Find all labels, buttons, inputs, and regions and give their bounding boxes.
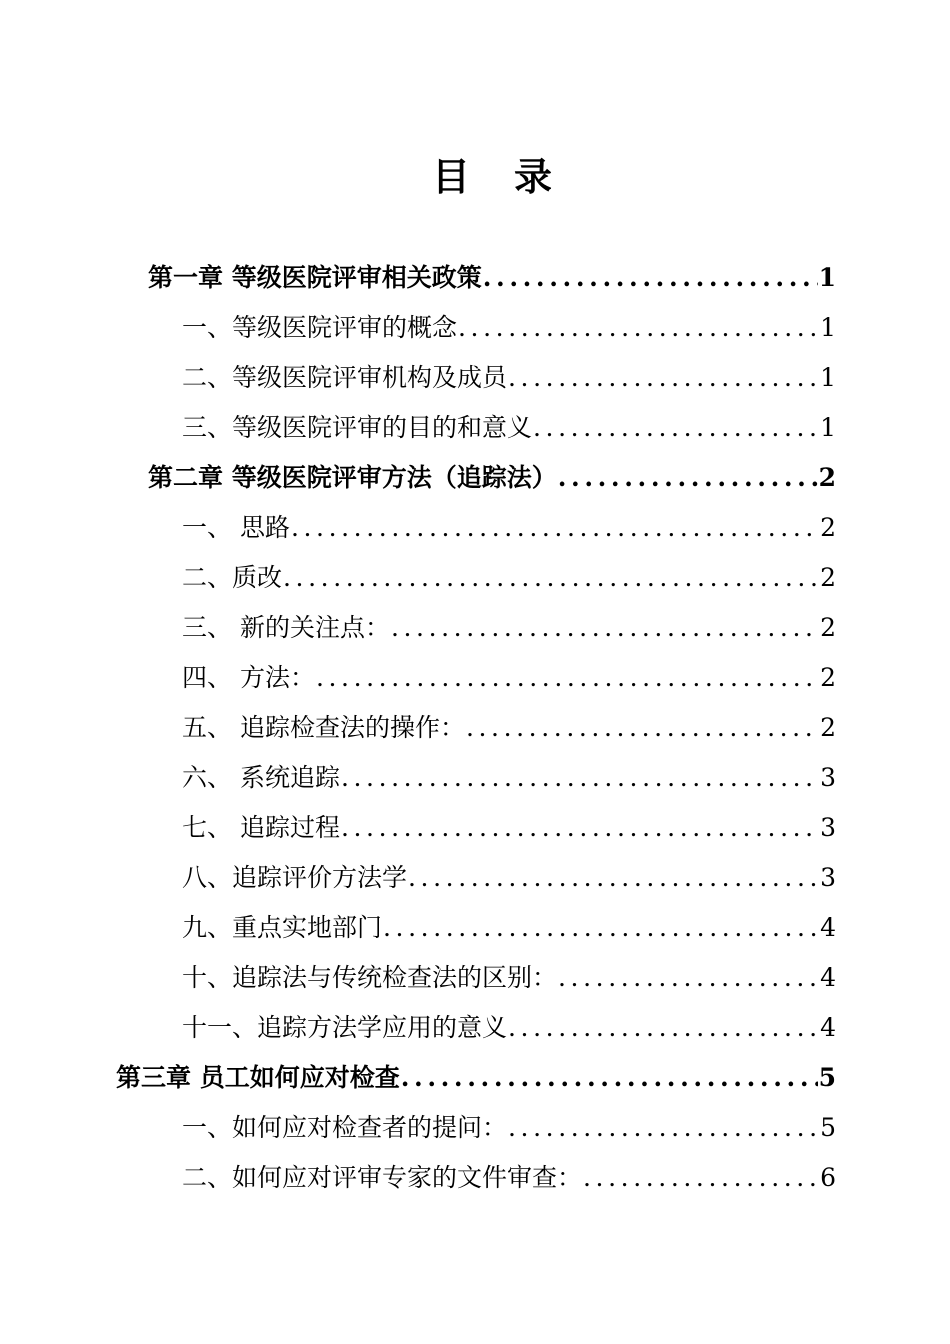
toc-entry-page: 1 — [820, 413, 836, 442]
toc-entry[interactable] — [182, 558, 836, 598]
toc-entry[interactable] — [182, 758, 836, 798]
toc-entry-label: 十、追踪法与传统检查法的区别： — [182, 963, 558, 992]
toc-entry[interactable] — [182, 958, 836, 998]
toc-leader-dots — [533, 408, 819, 448]
toc-entry-page: 2 — [818, 463, 836, 492]
toc-entry-page: 5 — [818, 1063, 836, 1092]
toc-entry-label: 二、等级医院评审机构及成员 — [182, 363, 508, 392]
toc-entry[interactable] — [182, 1158, 836, 1198]
toc-leader-dots — [401, 1058, 818, 1098]
toc-entry-page: 4 — [820, 1013, 836, 1042]
toc-leader-dots — [341, 758, 819, 798]
toc-entry-page: 4 — [820, 913, 836, 942]
toc-entry[interactable] — [182, 858, 836, 898]
toc-entry[interactable] — [182, 1108, 836, 1148]
toc-entry-page: 2 — [820, 513, 836, 542]
toc-leader-dots — [583, 1158, 819, 1198]
toc-entry-label: 第三章 员工如何应对检查 — [116, 1063, 400, 1092]
toc-entry-page: 2 — [820, 563, 836, 592]
toc-entry-label: 十一、追踪方法学应用的意义 — [182, 1013, 508, 1042]
toc-leader-dots — [291, 508, 819, 548]
toc-entry-label: 第一章 等级医院评审相关政策 — [148, 263, 482, 292]
toc-entry[interactable] — [182, 1008, 836, 1048]
toc-entry-label: 二、质改 — [182, 563, 283, 592]
toc-entry-label: 九、重点实地部门 — [182, 913, 383, 942]
toc-entry[interactable] — [182, 308, 836, 348]
toc-entry[interactable] — [182, 708, 836, 748]
toc-heading-part2: 录 — [514, 154, 553, 199]
toc-heading — [0, 146, 950, 201]
toc-entry-page: 3 — [820, 863, 836, 892]
toc-leader-dots — [508, 358, 819, 398]
toc-entry-label: 一、等级医院评审的概念 — [182, 313, 458, 342]
toc-entry[interactable] — [182, 358, 836, 398]
toc-leader-dots — [508, 1008, 819, 1048]
toc-leader-dots — [508, 1108, 819, 1148]
toc-entry-label: 一、如何应对检查者的提问： — [182, 1113, 508, 1142]
toc-leader-dots — [466, 708, 819, 748]
toc-entry[interactable] — [182, 908, 836, 948]
toc-entry[interactable] — [182, 508, 836, 548]
toc-entry-page: 1 — [818, 263, 836, 292]
toc-leader-dots — [383, 908, 819, 948]
toc-entry-label: 七、 追踪过程 — [182, 813, 340, 842]
toc-entry-page: 1 — [820, 313, 836, 342]
toc-leader-dots — [558, 958, 819, 998]
toc-entry-page: 2 — [820, 613, 836, 642]
toc-leader-dots — [408, 858, 819, 898]
toc-entry-label: 四、 方法： — [182, 663, 315, 692]
toc-entry-page: 6 — [820, 1163, 836, 1192]
toc-entry-label: 一、 思路 — [182, 513, 290, 542]
toc-leader-dots — [283, 558, 819, 598]
toc-entry-label: 八、追踪评价方法学 — [182, 863, 408, 892]
toc-entry-page: 5 — [820, 1113, 836, 1142]
toc-entry-label: 五、 追踪检查法的操作： — [182, 713, 465, 742]
toc-entry[interactable] — [182, 808, 836, 848]
toc-entry[interactable] — [182, 608, 836, 648]
toc-leader-dots — [391, 608, 819, 648]
toc-entry-chapter-1[interactable] — [148, 258, 836, 298]
toc-entry-label: 三、 新的关注点： — [182, 613, 390, 642]
toc-entry-page: 1 — [820, 363, 836, 392]
toc-leader-dots — [458, 308, 819, 348]
toc-entry-page: 4 — [820, 963, 836, 992]
toc-entry-page: 3 — [820, 763, 836, 792]
toc-leader-dots — [558, 458, 818, 498]
toc-entry-page: 3 — [820, 813, 836, 842]
toc-entry-label: 二、如何应对评审专家的文件审查： — [182, 1163, 583, 1192]
toc-entry-page: 2 — [820, 663, 836, 692]
toc-entry-chapter-3[interactable] — [116, 1058, 836, 1098]
toc-heading-part1: 目 — [431, 154, 470, 199]
toc-leader-dots — [316, 658, 819, 698]
toc-entry-page: 2 — [820, 713, 836, 742]
toc-entry-label: 三、等级医院评审的目的和意义 — [182, 413, 533, 442]
toc-entry[interactable] — [182, 658, 836, 698]
toc-entry[interactable] — [182, 408, 836, 448]
toc-entry-label: 第二章 等级医院评审方法（追踪法） — [148, 463, 557, 492]
toc-entry-chapter-2[interactable] — [148, 458, 836, 498]
toc-entry-label: 六、 系统追踪 — [182, 763, 340, 792]
toc-leader-dots — [341, 808, 819, 848]
toc-leader-dots — [483, 258, 818, 298]
